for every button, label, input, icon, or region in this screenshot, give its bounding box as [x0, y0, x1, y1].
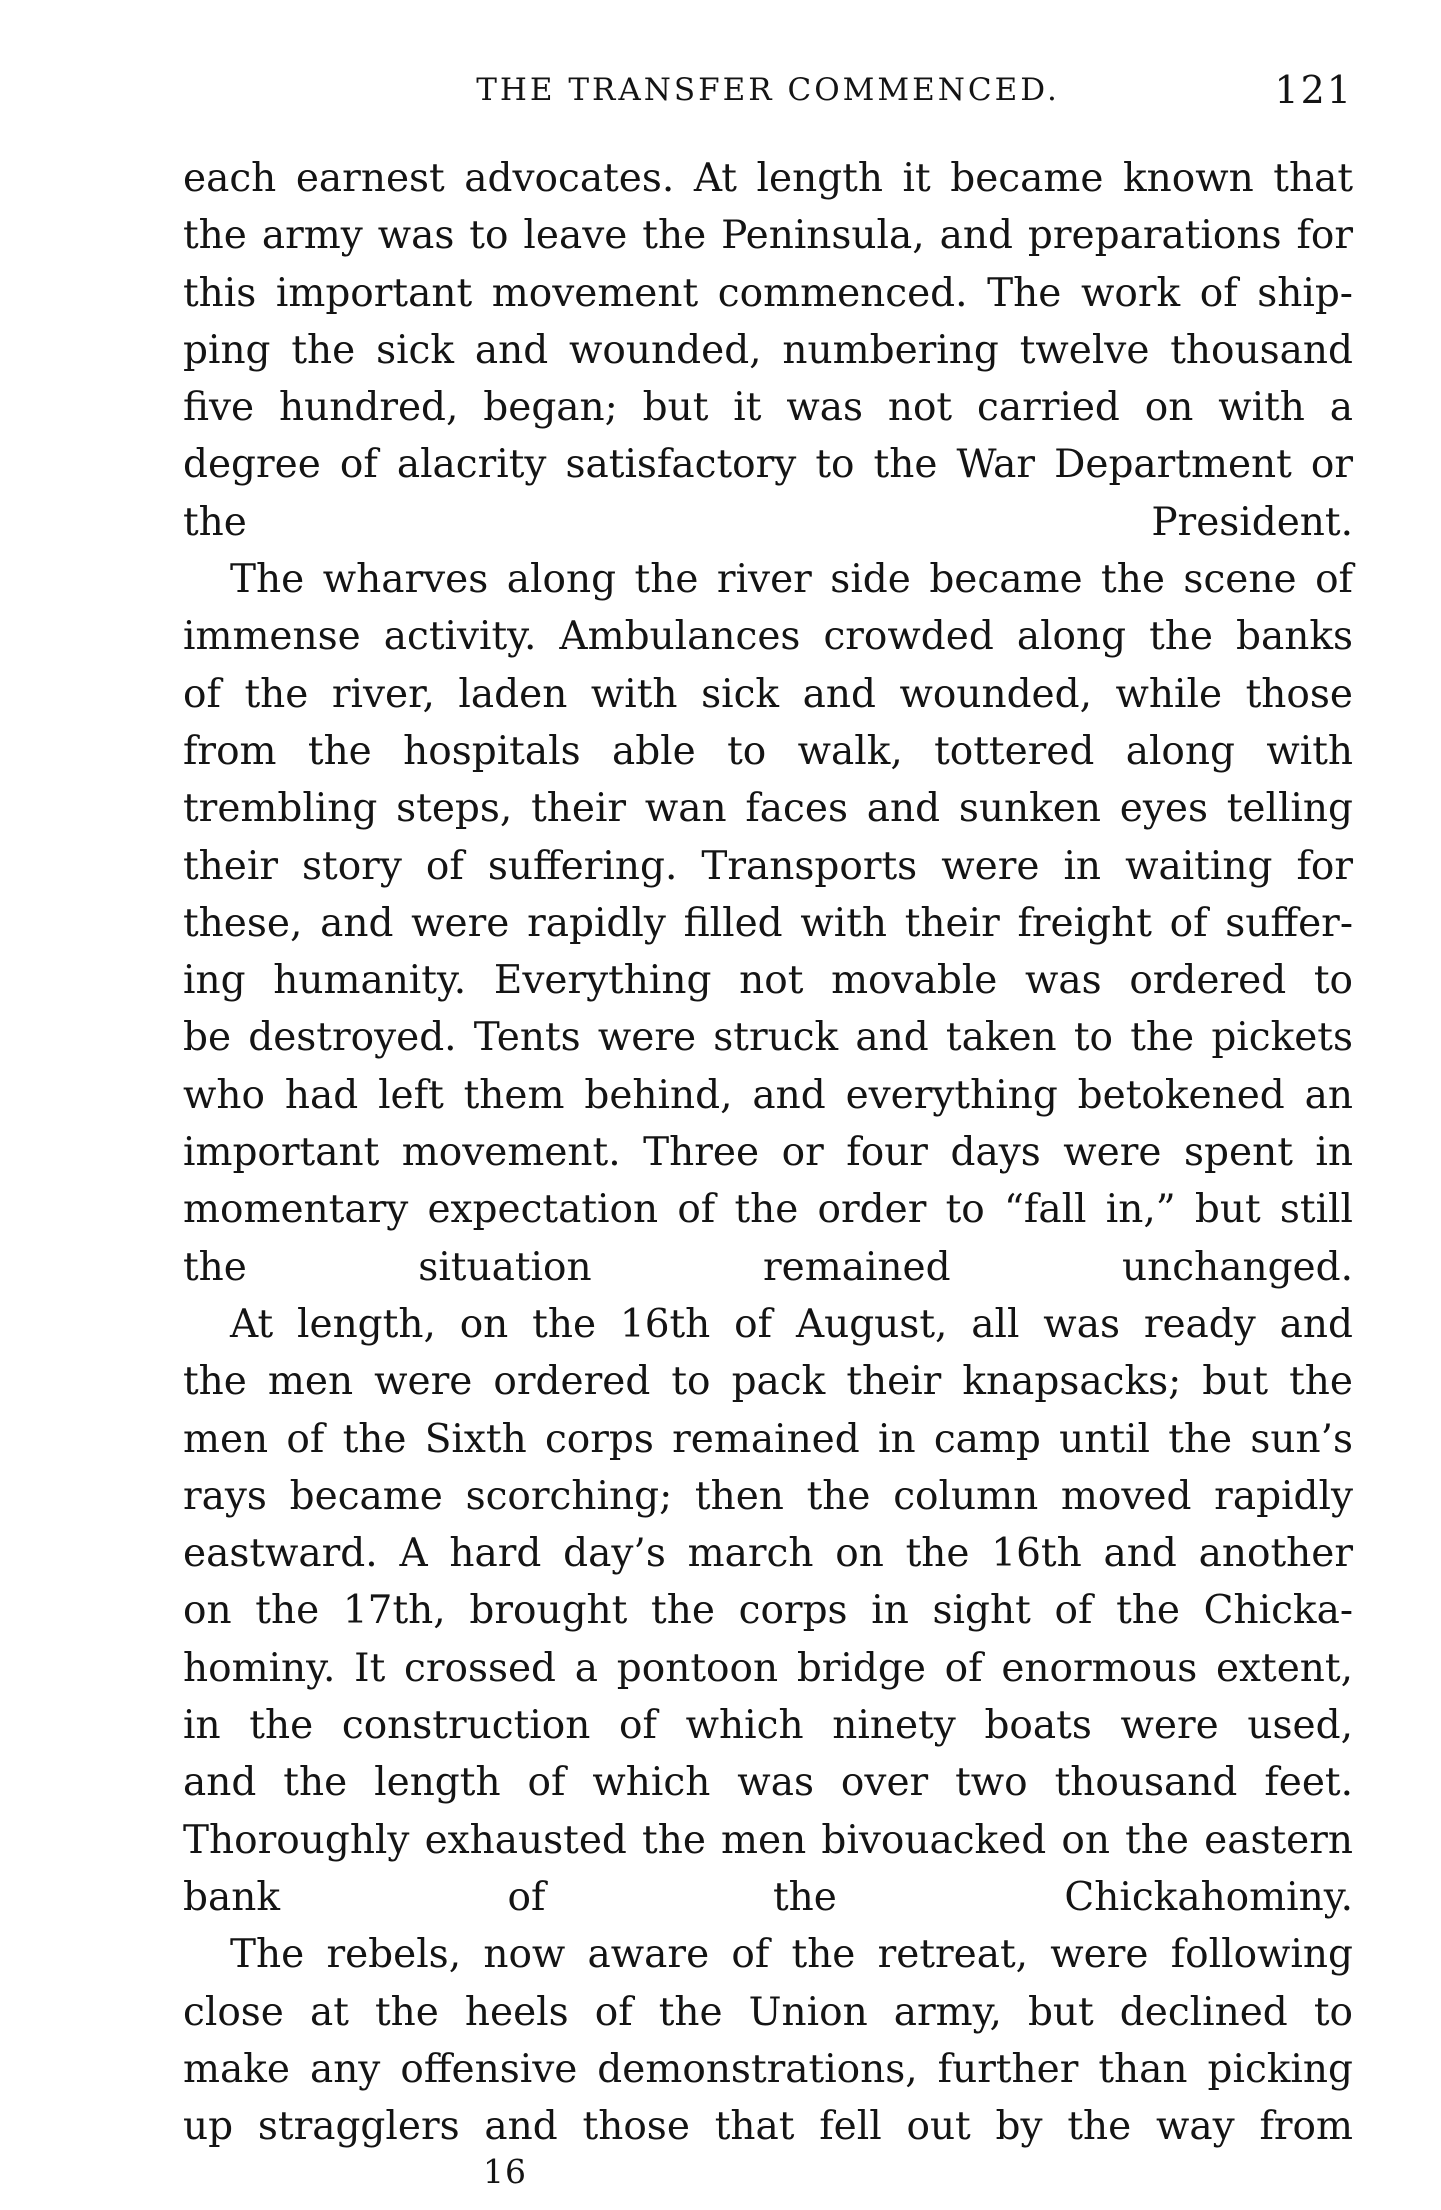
text-line: in the construction of which ninety boats were used, — [183, 1703, 1353, 1749]
text-line: the situation remained unchanged. — [183, 1244, 1353, 1290]
text-line: ping the sick and wounded, numbering twelve thousand — [183, 327, 1353, 373]
text-line: close at the heels of the Union army, but declined to — [183, 1989, 1353, 2035]
text-line: important movement. Three or four days were spent in — [183, 1130, 1353, 1176]
paragraph-rebels — [183, 1926, 1353, 2155]
text-line: and the length of which was over two thousand feet. — [183, 1760, 1353, 1806]
body-text — [183, 150, 1353, 2155]
text-line: bank of the Chickahominy. — [183, 1874, 1353, 1920]
text-line: each earnest advocates. At length it became known that — [183, 156, 1353, 201]
paragraph-wharves — [183, 551, 1353, 1296]
text-line: of the river, laden with sick and wounded, while those — [183, 671, 1353, 717]
text-line: rays became scorching; then the column moved rapidly — [183, 1473, 1353, 1519]
paragraph-continuation — [183, 150, 1353, 551]
text-line: who had left them behind, and everything betokened an — [183, 1072, 1353, 1118]
text-line: these, and were rapidly filled with their freight of suffer- — [183, 900, 1353, 946]
text-line: this important movement commenced. The work of ship- — [183, 270, 1353, 316]
text-line: on the 17th, brought the corps in sight of the Chicka- — [183, 1588, 1353, 1634]
paragraph-august — [183, 1296, 1353, 1926]
text-line: be destroyed. Tents were struck and taken to the pickets — [183, 1015, 1353, 1061]
text-line: Thoroughly exhausted the men bivouacked on the eastern — [183, 1817, 1353, 1863]
text-line: The rebels, now aware of the retreat, were following — [230, 1932, 1353, 1978]
signature-mark: 16 — [483, 2152, 527, 2191]
running-head — [183, 60, 1353, 120]
text-line: the President. — [183, 499, 1353, 545]
text-line: At length, on the 16th of August, all was ready and — [230, 1301, 1353, 1347]
text-line: hominy. It crossed a pontoon bridge of enormous extent, — [183, 1645, 1353, 1691]
text-line: men of the Sixth corps remained in camp until the sun’s — [183, 1416, 1353, 1462]
text-line: eastward. A hard day’s march on the 16th and another — [183, 1531, 1353, 1577]
text-line: immense activity. Ambulances crowded along the banks — [183, 614, 1353, 660]
text-line: ing humanity. Everything not movable was ordered to — [183, 958, 1353, 1004]
page-number: 121 — [1274, 68, 1353, 112]
text-line: The wharves along the river side became the scene of — [230, 557, 1353, 603]
text-line: up stragglers and those that fell out by the way from — [183, 2104, 1353, 2150]
text-line: from the hospitals able to walk, tottered along with — [183, 728, 1353, 774]
running-title: THE TRANSFER COMMENCED. — [476, 72, 1060, 108]
text-line: their story of suffering. Transports were in waiting for — [183, 843, 1353, 889]
text-line: five hundred, began; but it was not carried on with a — [183, 385, 1353, 431]
text-line: the men were ordered to pack their knapsacks; but the — [183, 1359, 1353, 1405]
text-line: momentary expectation of the order to “fall in,” but still — [183, 1187, 1353, 1233]
text-line: trembling steps, their wan faces and sunken eyes telling — [183, 786, 1353, 832]
text-line: make any offensive demonstrations, further than picking — [183, 2046, 1353, 2092]
text-line: degree of alacrity satisfactory to the War Department or — [183, 442, 1353, 488]
text-line: the army was to leave the Peninsula, and preparations for — [183, 213, 1353, 259]
